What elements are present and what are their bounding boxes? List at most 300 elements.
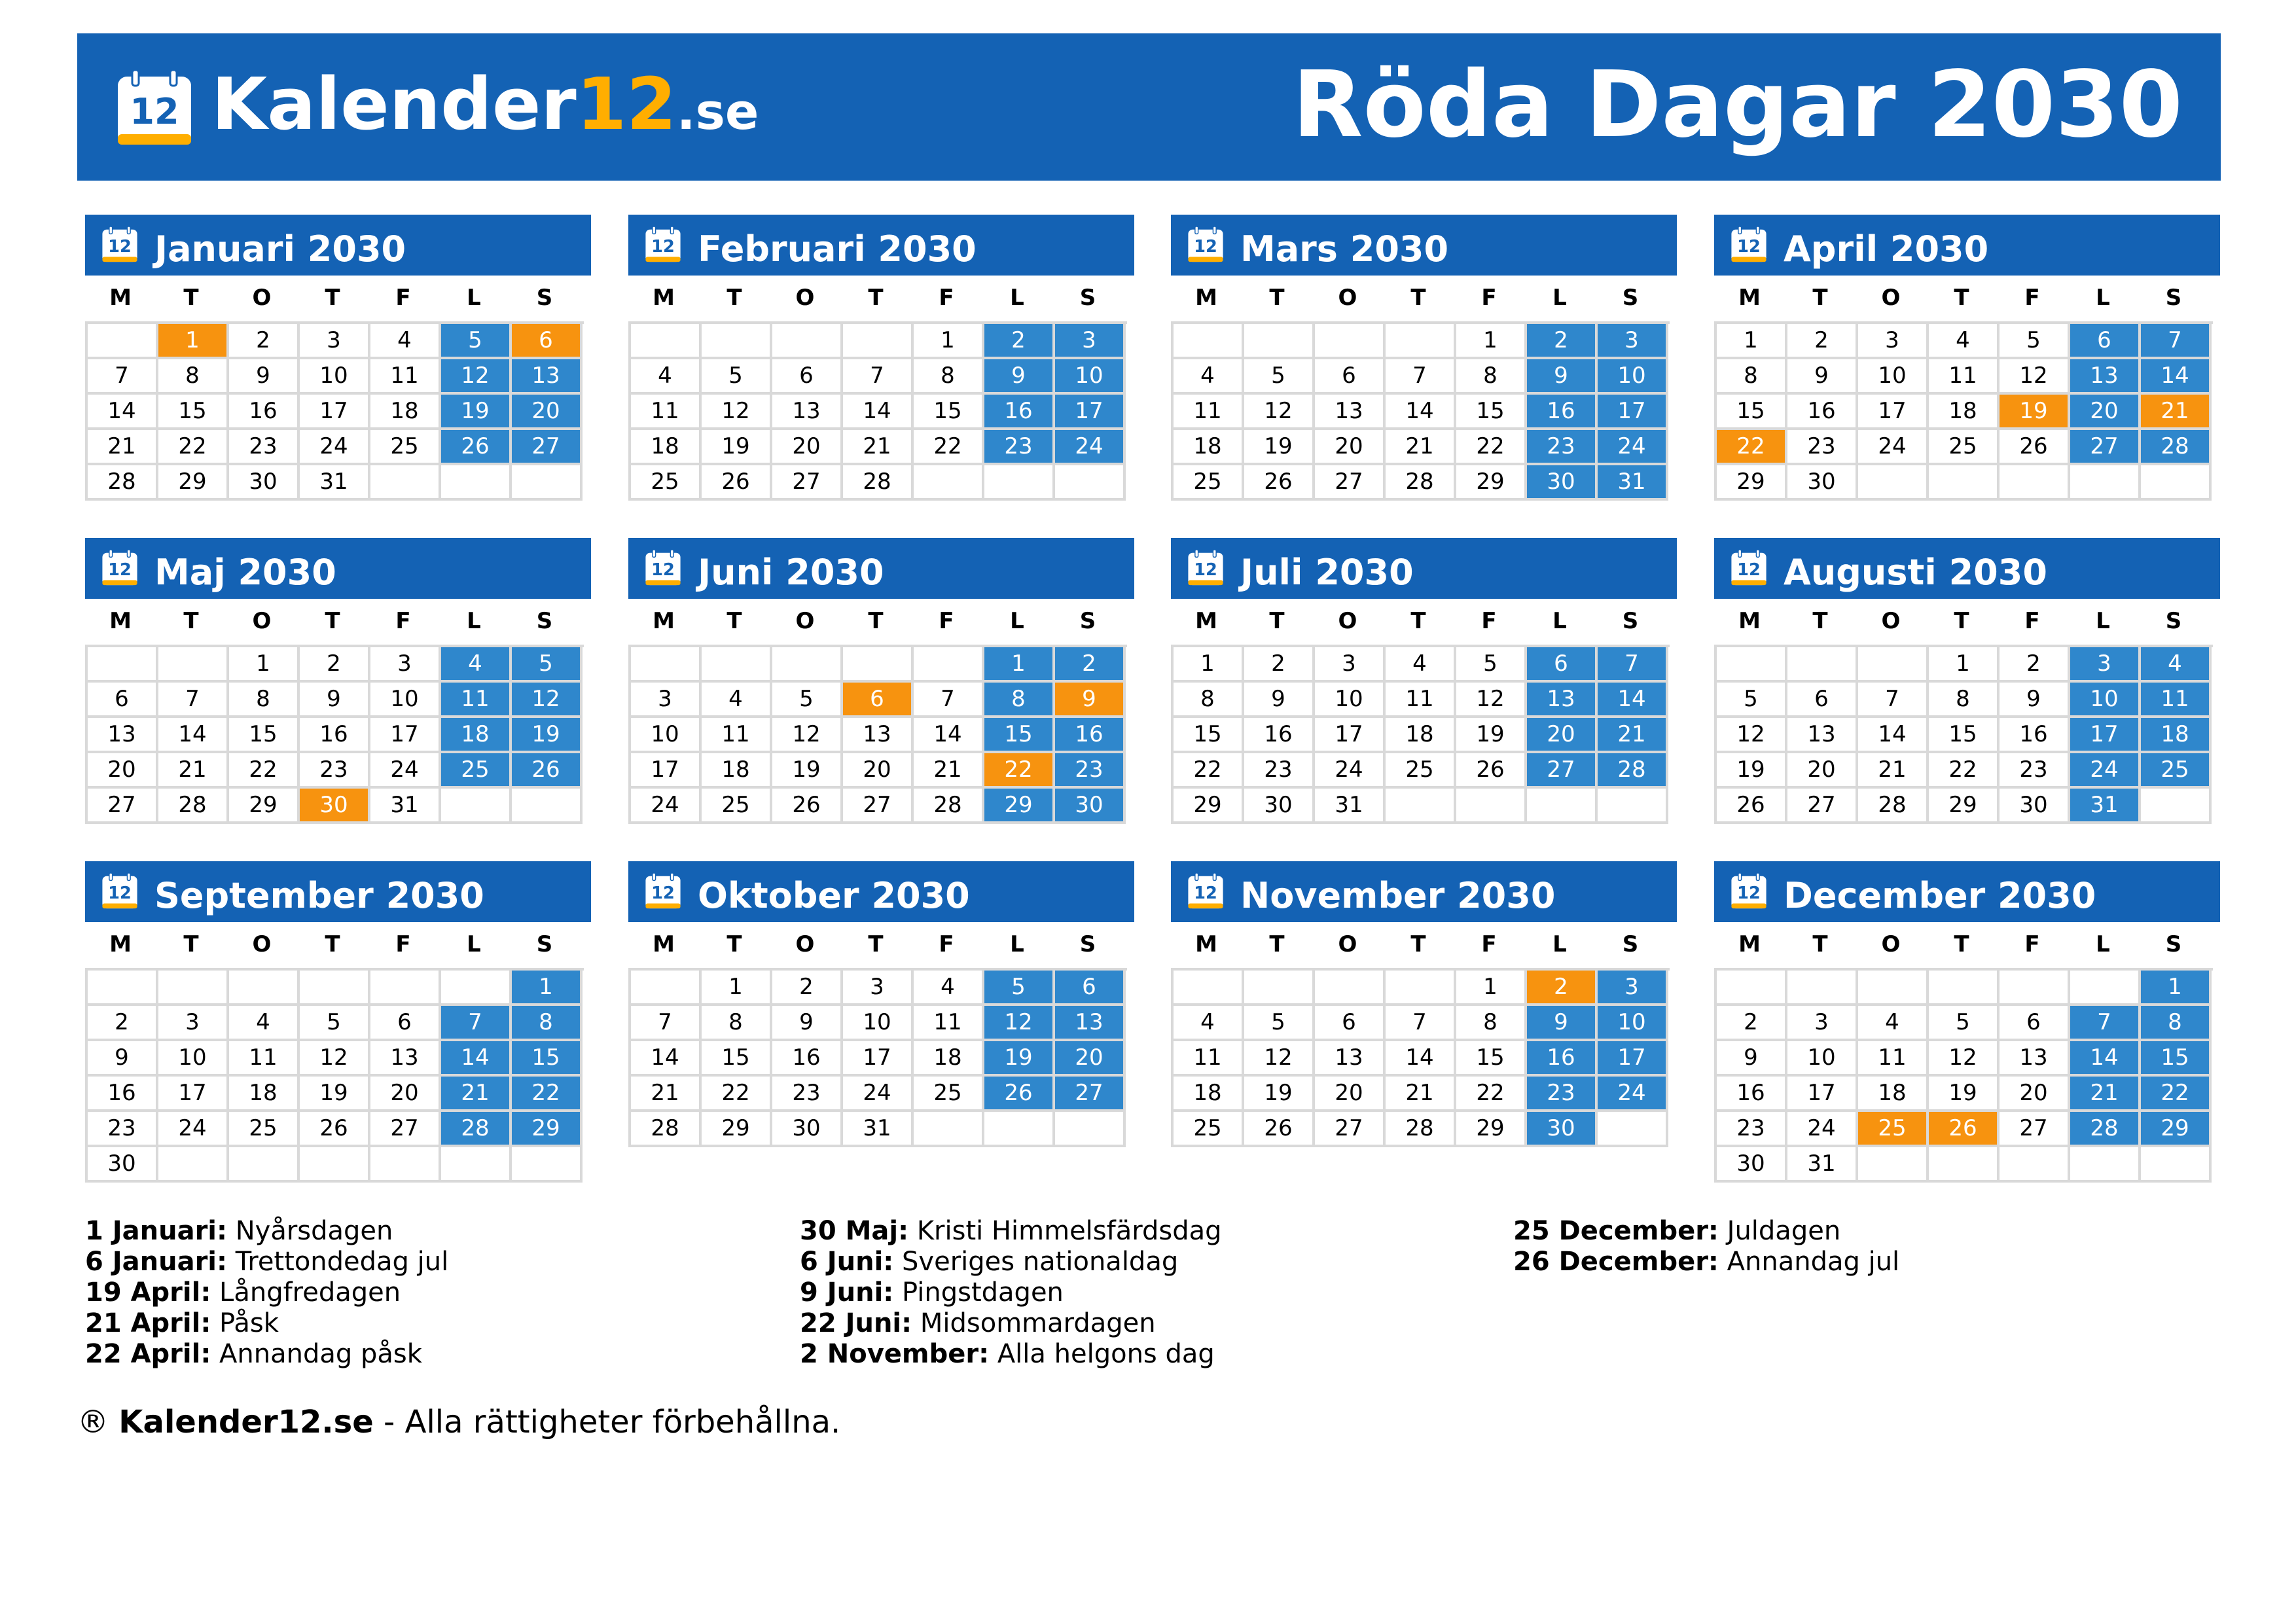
- day-cell[interactable]: 22: [914, 430, 984, 465]
- day-cell[interactable]: 20: [2070, 395, 2141, 430]
- day-cell[interactable]: 24: [2070, 753, 2141, 789]
- day-cell[interactable]: 9: [229, 359, 300, 395]
- day-cell[interactable]: 5: [1244, 359, 1315, 395]
- day-cell[interactable]: 31: [2070, 789, 2141, 824]
- day-cell[interactable]: 10: [1858, 359, 1929, 395]
- day-cell[interactable]: 9: [2000, 683, 2070, 718]
- day-cell[interactable]: 10: [300, 359, 370, 395]
- day-cell[interactable]: 27: [2000, 1112, 2070, 1147]
- day-cell[interactable]: 30: [1527, 465, 1598, 501]
- day-cell[interactable]: 8: [2141, 1006, 2212, 1041]
- day-cell[interactable]: 21: [158, 753, 229, 789]
- day-cell[interactable]: 10: [1315, 683, 1386, 718]
- day-cell[interactable]: 30: [300, 789, 370, 824]
- day-cell[interactable]: 30: [1787, 465, 1858, 501]
- day-cell[interactable]: 12: [1244, 395, 1315, 430]
- day-cell[interactable]: 28: [441, 1112, 512, 1147]
- day-cell[interactable]: 3: [1858, 324, 1929, 359]
- day-cell[interactable]: 9: [88, 1041, 158, 1077]
- day-cell[interactable]: 15: [1456, 1041, 1527, 1077]
- day-cell[interactable]: 16: [1527, 395, 1598, 430]
- day-cell[interactable]: 26: [1717, 789, 1787, 824]
- day-cell[interactable]: 19: [984, 1041, 1055, 1077]
- day-cell[interactable]: 3: [1598, 971, 1668, 1006]
- day-cell[interactable]: 5: [1244, 1006, 1315, 1041]
- day-cell[interactable]: 18: [370, 395, 441, 430]
- day-cell[interactable]: 12: [1244, 1041, 1315, 1077]
- day-cell[interactable]: 4: [229, 1006, 300, 1041]
- day-cell[interactable]: 23: [1244, 753, 1315, 789]
- day-cell[interactable]: 20: [843, 753, 914, 789]
- day-cell[interactable]: 11: [2141, 683, 2212, 718]
- day-cell[interactable]: 21: [843, 430, 914, 465]
- day-cell[interactable]: 6: [88, 683, 158, 718]
- day-cell[interactable]: 17: [1858, 395, 1929, 430]
- day-cell[interactable]: 20: [370, 1077, 441, 1112]
- day-cell[interactable]: 25: [229, 1112, 300, 1147]
- day-cell[interactable]: 1: [1717, 324, 1787, 359]
- day-cell[interactable]: 19: [1717, 753, 1787, 789]
- day-cell[interactable]: 12: [441, 359, 512, 395]
- day-cell[interactable]: 26: [512, 753, 583, 789]
- day-cell[interactable]: 10: [843, 1006, 914, 1041]
- day-cell[interactable]: 19: [441, 395, 512, 430]
- day-cell[interactable]: 14: [88, 395, 158, 430]
- day-cell[interactable]: 7: [1386, 1006, 1456, 1041]
- day-cell[interactable]: 3: [631, 683, 702, 718]
- day-cell[interactable]: 2: [1787, 324, 1858, 359]
- day-cell[interactable]: 10: [631, 718, 702, 753]
- day-cell[interactable]: 7: [158, 683, 229, 718]
- day-cell[interactable]: 8: [158, 359, 229, 395]
- day-cell[interactable]: 18: [2141, 718, 2212, 753]
- day-cell[interactable]: 14: [914, 718, 984, 753]
- day-cell[interactable]: 25: [1858, 1112, 1929, 1147]
- day-cell[interactable]: 30: [1527, 1112, 1598, 1147]
- day-cell[interactable]: 13: [2000, 1041, 2070, 1077]
- day-cell[interactable]: 1: [914, 324, 984, 359]
- day-cell[interactable]: 27: [1527, 753, 1598, 789]
- day-cell[interactable]: 18: [1929, 395, 2000, 430]
- day-cell[interactable]: 21: [441, 1077, 512, 1112]
- day-cell[interactable]: 6: [843, 683, 914, 718]
- day-cell[interactable]: 29: [2141, 1112, 2212, 1147]
- day-cell[interactable]: 23: [88, 1112, 158, 1147]
- day-cell[interactable]: 24: [1055, 430, 1126, 465]
- day-cell[interactable]: 7: [441, 1006, 512, 1041]
- day-cell[interactable]: 11: [441, 683, 512, 718]
- day-cell[interactable]: 10: [1598, 359, 1668, 395]
- day-cell[interactable]: 25: [1386, 753, 1456, 789]
- day-cell[interactable]: 14: [158, 718, 229, 753]
- day-cell[interactable]: 13: [512, 359, 583, 395]
- day-cell[interactable]: 31: [300, 465, 370, 501]
- day-cell[interactable]: 12: [300, 1041, 370, 1077]
- day-cell[interactable]: 23: [984, 430, 1055, 465]
- day-cell[interactable]: 22: [1929, 753, 2000, 789]
- day-cell[interactable]: 12: [2000, 359, 2070, 395]
- day-cell[interactable]: 22: [1174, 753, 1244, 789]
- day-cell[interactable]: 4: [914, 971, 984, 1006]
- day-cell[interactable]: 26: [300, 1112, 370, 1147]
- day-cell[interactable]: 3: [158, 1006, 229, 1041]
- day-cell[interactable]: 2: [1244, 647, 1315, 683]
- day-cell[interactable]: 8: [229, 683, 300, 718]
- day-cell[interactable]: 11: [229, 1041, 300, 1077]
- day-cell[interactable]: 5: [300, 1006, 370, 1041]
- day-cell[interactable]: 1: [1929, 647, 2000, 683]
- day-cell[interactable]: 5: [2000, 324, 2070, 359]
- day-cell[interactable]: 13: [772, 395, 843, 430]
- day-cell[interactable]: 14: [631, 1041, 702, 1077]
- day-cell[interactable]: 17: [1055, 395, 1126, 430]
- day-cell[interactable]: 16: [1055, 718, 1126, 753]
- day-cell[interactable]: 24: [1598, 1077, 1668, 1112]
- day-cell[interactable]: 6: [1315, 1006, 1386, 1041]
- day-cell[interactable]: 15: [1717, 395, 1787, 430]
- day-cell[interactable]: 11: [1174, 1041, 1244, 1077]
- day-cell[interactable]: 19: [1929, 1077, 2000, 1112]
- day-cell[interactable]: 9: [772, 1006, 843, 1041]
- day-cell[interactable]: 28: [631, 1112, 702, 1147]
- day-cell[interactable]: 17: [1315, 718, 1386, 753]
- day-cell[interactable]: 5: [984, 971, 1055, 1006]
- day-cell[interactable]: 13: [370, 1041, 441, 1077]
- day-cell[interactable]: 22: [229, 753, 300, 789]
- day-cell[interactable]: 9: [1717, 1041, 1787, 1077]
- day-cell[interactable]: 18: [441, 718, 512, 753]
- day-cell[interactable]: 3: [1055, 324, 1126, 359]
- day-cell[interactable]: 25: [441, 753, 512, 789]
- day-cell[interactable]: 13: [1055, 1006, 1126, 1041]
- day-cell[interactable]: 5: [772, 683, 843, 718]
- day-cell[interactable]: 13: [843, 718, 914, 753]
- day-cell[interactable]: 23: [1787, 430, 1858, 465]
- day-cell[interactable]: 5: [1929, 1006, 2000, 1041]
- day-cell[interactable]: 28: [914, 789, 984, 824]
- day-cell[interactable]: 3: [1598, 324, 1668, 359]
- day-cell[interactable]: 9: [1244, 683, 1315, 718]
- day-cell[interactable]: 6: [2000, 1006, 2070, 1041]
- day-cell[interactable]: 26: [1244, 465, 1315, 501]
- day-cell[interactable]: 15: [2141, 1041, 2212, 1077]
- day-cell[interactable]: 31: [1787, 1147, 1858, 1183]
- day-cell[interactable]: 10: [2070, 683, 2141, 718]
- day-cell[interactable]: 2: [88, 1006, 158, 1041]
- day-cell[interactable]: 9: [1527, 1006, 1598, 1041]
- day-cell[interactable]: 31: [843, 1112, 914, 1147]
- day-cell[interactable]: 15: [229, 718, 300, 753]
- day-cell[interactable]: 13: [2070, 359, 2141, 395]
- day-cell[interactable]: 16: [1787, 395, 1858, 430]
- day-cell[interactable]: 29: [984, 789, 1055, 824]
- day-cell[interactable]: 27: [88, 789, 158, 824]
- day-cell[interactable]: 8: [1174, 683, 1244, 718]
- day-cell[interactable]: 1: [158, 324, 229, 359]
- day-cell[interactable]: 15: [512, 1041, 583, 1077]
- day-cell[interactable]: 18: [229, 1077, 300, 1112]
- day-cell[interactable]: 23: [1055, 753, 1126, 789]
- day-cell[interactable]: 13: [88, 718, 158, 753]
- day-cell[interactable]: 8: [1929, 683, 2000, 718]
- day-cell[interactable]: 27: [772, 465, 843, 501]
- day-cell[interactable]: 27: [1055, 1077, 1126, 1112]
- day-cell[interactable]: 25: [370, 430, 441, 465]
- day-cell[interactable]: 4: [1858, 1006, 1929, 1041]
- day-cell[interactable]: 16: [88, 1077, 158, 1112]
- day-cell[interactable]: 25: [2141, 753, 2212, 789]
- day-cell[interactable]: 9: [1787, 359, 1858, 395]
- day-cell[interactable]: 15: [702, 1041, 772, 1077]
- day-cell[interactable]: 20: [772, 430, 843, 465]
- day-cell[interactable]: 12: [1456, 683, 1527, 718]
- day-cell[interactable]: 7: [1386, 359, 1456, 395]
- day-cell[interactable]: 8: [702, 1006, 772, 1041]
- day-cell[interactable]: 4: [2141, 647, 2212, 683]
- day-cell[interactable]: 28: [1598, 753, 1668, 789]
- day-cell[interactable]: 8: [1456, 359, 1527, 395]
- day-cell[interactable]: 18: [1386, 718, 1456, 753]
- day-cell[interactable]: 5: [702, 359, 772, 395]
- day-cell[interactable]: 15: [1929, 718, 2000, 753]
- day-cell[interactable]: 24: [1787, 1112, 1858, 1147]
- day-cell[interactable]: 18: [1858, 1077, 1929, 1112]
- day-cell[interactable]: 21: [1598, 718, 1668, 753]
- day-cell[interactable]: 15: [984, 718, 1055, 753]
- day-cell[interactable]: 7: [1598, 647, 1668, 683]
- day-cell[interactable]: 4: [441, 647, 512, 683]
- day-cell[interactable]: 12: [1929, 1041, 2000, 1077]
- day-cell[interactable]: 25: [631, 465, 702, 501]
- day-cell[interactable]: 30: [229, 465, 300, 501]
- day-cell[interactable]: 5: [441, 324, 512, 359]
- day-cell[interactable]: 17: [2070, 718, 2141, 753]
- day-cell[interactable]: 28: [1858, 789, 1929, 824]
- day-cell[interactable]: 29: [158, 465, 229, 501]
- day-cell[interactable]: 11: [370, 359, 441, 395]
- day-cell[interactable]: 18: [631, 430, 702, 465]
- day-cell[interactable]: 27: [370, 1112, 441, 1147]
- day-cell[interactable]: 2: [229, 324, 300, 359]
- day-cell[interactable]: 2: [2000, 647, 2070, 683]
- day-cell[interactable]: 20: [88, 753, 158, 789]
- footer-brand[interactable]: Kalender12.se: [118, 1404, 374, 1440]
- day-cell[interactable]: 14: [1386, 395, 1456, 430]
- day-cell[interactable]: 9: [300, 683, 370, 718]
- day-cell[interactable]: 21: [1386, 430, 1456, 465]
- day-cell[interactable]: 28: [88, 465, 158, 501]
- day-cell[interactable]: 27: [2070, 430, 2141, 465]
- day-cell[interactable]: 29: [1456, 465, 1527, 501]
- day-cell[interactable]: 28: [843, 465, 914, 501]
- day-cell[interactable]: 1: [1456, 971, 1527, 1006]
- day-cell[interactable]: 22: [984, 753, 1055, 789]
- day-cell[interactable]: 3: [1787, 1006, 1858, 1041]
- day-cell[interactable]: 24: [300, 430, 370, 465]
- day-cell[interactable]: 24: [158, 1112, 229, 1147]
- day-cell[interactable]: 14: [1386, 1041, 1456, 1077]
- day-cell[interactable]: 29: [702, 1112, 772, 1147]
- day-cell[interactable]: 22: [2141, 1077, 2212, 1112]
- day-cell[interactable]: 30: [772, 1112, 843, 1147]
- day-cell[interactable]: 16: [1244, 718, 1315, 753]
- day-cell[interactable]: 13: [1787, 718, 1858, 753]
- day-cell[interactable]: 3: [843, 971, 914, 1006]
- day-cell[interactable]: 19: [1244, 1077, 1315, 1112]
- day-cell[interactable]: 22: [1456, 1077, 1527, 1112]
- day-cell[interactable]: 12: [1717, 718, 1787, 753]
- day-cell[interactable]: 3: [300, 324, 370, 359]
- day-cell[interactable]: 4: [1174, 359, 1244, 395]
- day-cell[interactable]: 4: [1386, 647, 1456, 683]
- day-cell[interactable]: 1: [512, 971, 583, 1006]
- day-cell[interactable]: 31: [1598, 465, 1668, 501]
- day-cell[interactable]: 7: [2141, 324, 2212, 359]
- day-cell[interactable]: 26: [772, 789, 843, 824]
- day-cell[interactable]: 12: [702, 395, 772, 430]
- day-cell[interactable]: 21: [631, 1077, 702, 1112]
- day-cell[interactable]: 26: [984, 1077, 1055, 1112]
- day-cell[interactable]: 28: [1386, 465, 1456, 501]
- day-cell[interactable]: 16: [1717, 1077, 1787, 1112]
- day-cell[interactable]: 27: [512, 430, 583, 465]
- day-cell[interactable]: 23: [772, 1077, 843, 1112]
- day-cell[interactable]: 7: [843, 359, 914, 395]
- day-cell[interactable]: 7: [1858, 683, 1929, 718]
- day-cell[interactable]: 29: [1456, 1112, 1527, 1147]
- day-cell[interactable]: 19: [2000, 395, 2070, 430]
- day-cell[interactable]: 5: [1456, 647, 1527, 683]
- day-cell[interactable]: 28: [158, 789, 229, 824]
- day-cell[interactable]: 22: [702, 1077, 772, 1112]
- day-cell[interactable]: 25: [702, 789, 772, 824]
- day-cell[interactable]: 26: [2000, 430, 2070, 465]
- day-cell[interactable]: 14: [1598, 683, 1668, 718]
- day-cell[interactable]: 25: [1174, 1112, 1244, 1147]
- day-cell[interactable]: 29: [1929, 789, 2000, 824]
- day-cell[interactable]: 21: [1858, 753, 1929, 789]
- day-cell[interactable]: 23: [300, 753, 370, 789]
- day-cell[interactable]: 24: [1315, 753, 1386, 789]
- day-cell[interactable]: 1: [702, 971, 772, 1006]
- day-cell[interactable]: 27: [1315, 465, 1386, 501]
- day-cell[interactable]: 5: [512, 647, 583, 683]
- day-cell[interactable]: 27: [1315, 1112, 1386, 1147]
- day-cell[interactable]: 23: [1527, 430, 1598, 465]
- day-cell[interactable]: 11: [702, 718, 772, 753]
- day-cell[interactable]: 8: [1456, 1006, 1527, 1041]
- day-cell[interactable]: 17: [1598, 1041, 1668, 1077]
- day-cell[interactable]: 7: [88, 359, 158, 395]
- day-cell[interactable]: 10: [1055, 359, 1126, 395]
- day-cell[interactable]: 11: [1929, 359, 2000, 395]
- day-cell[interactable]: 4: [370, 324, 441, 359]
- day-cell[interactable]: 18: [1174, 430, 1244, 465]
- day-cell[interactable]: 29: [512, 1112, 583, 1147]
- day-cell[interactable]: 7: [631, 1006, 702, 1041]
- day-cell[interactable]: 3: [370, 647, 441, 683]
- day-cell[interactable]: 17: [1787, 1077, 1858, 1112]
- day-cell[interactable]: 29: [1717, 465, 1787, 501]
- day-cell[interactable]: 11: [1386, 683, 1456, 718]
- day-cell[interactable]: 31: [1315, 789, 1386, 824]
- day-cell[interactable]: 2: [984, 324, 1055, 359]
- day-cell[interactable]: 21: [2070, 1077, 2141, 1112]
- day-cell[interactable]: 21: [2141, 395, 2212, 430]
- day-cell[interactable]: 28: [2070, 1112, 2141, 1147]
- day-cell[interactable]: 26: [1456, 753, 1527, 789]
- day-cell[interactable]: 25: [1174, 465, 1244, 501]
- day-cell[interactable]: 10: [158, 1041, 229, 1077]
- day-cell[interactable]: 12: [512, 683, 583, 718]
- day-cell[interactable]: 17: [370, 718, 441, 753]
- day-cell[interactable]: 31: [370, 789, 441, 824]
- day-cell[interactable]: 21: [1386, 1077, 1456, 1112]
- day-cell[interactable]: 1: [229, 647, 300, 683]
- day-cell[interactable]: 1: [984, 647, 1055, 683]
- day-cell[interactable]: 6: [370, 1006, 441, 1041]
- day-cell[interactable]: 14: [843, 395, 914, 430]
- day-cell[interactable]: 1: [1456, 324, 1527, 359]
- day-cell[interactable]: 6: [2070, 324, 2141, 359]
- day-cell[interactable]: 16: [984, 395, 1055, 430]
- day-cell[interactable]: 9: [1055, 683, 1126, 718]
- day-cell[interactable]: 5: [1717, 683, 1787, 718]
- day-cell[interactable]: 4: [1929, 324, 2000, 359]
- day-cell[interactable]: 26: [702, 465, 772, 501]
- day-cell[interactable]: 1: [2141, 971, 2212, 1006]
- day-cell[interactable]: 22: [158, 430, 229, 465]
- day-cell[interactable]: 15: [914, 395, 984, 430]
- day-cell[interactable]: 28: [1386, 1112, 1456, 1147]
- day-cell[interactable]: 16: [2000, 718, 2070, 753]
- day-cell[interactable]: 30: [88, 1147, 158, 1183]
- day-cell[interactable]: 30: [2000, 789, 2070, 824]
- day-cell[interactable]: 12: [984, 1006, 1055, 1041]
- day-cell[interactable]: 23: [1527, 1077, 1598, 1112]
- day-cell[interactable]: 21: [88, 430, 158, 465]
- day-cell[interactable]: 24: [1858, 430, 1929, 465]
- day-cell[interactable]: 22: [512, 1077, 583, 1112]
- day-cell[interactable]: 4: [702, 683, 772, 718]
- day-cell[interactable]: 19: [702, 430, 772, 465]
- day-cell[interactable]: 19: [1244, 430, 1315, 465]
- day-cell[interactable]: 14: [441, 1041, 512, 1077]
- day-cell[interactable]: 24: [370, 753, 441, 789]
- day-cell[interactable]: 10: [1598, 1006, 1668, 1041]
- day-cell[interactable]: 13: [1527, 683, 1598, 718]
- day-cell[interactable]: 6: [512, 324, 583, 359]
- day-cell[interactable]: 20: [512, 395, 583, 430]
- day-cell[interactable]: 2: [1527, 971, 1598, 1006]
- day-cell[interactable]: 14: [1858, 718, 1929, 753]
- day-cell[interactable]: 20: [1787, 753, 1858, 789]
- day-cell[interactable]: 2: [1055, 647, 1126, 683]
- day-cell[interactable]: 19: [300, 1077, 370, 1112]
- day-cell[interactable]: 29: [229, 789, 300, 824]
- day-cell[interactable]: 2: [772, 971, 843, 1006]
- day-cell[interactable]: 16: [229, 395, 300, 430]
- day-cell[interactable]: 17: [843, 1041, 914, 1077]
- day-cell[interactable]: 12: [772, 718, 843, 753]
- day-cell[interactable]: 20: [2000, 1077, 2070, 1112]
- day-cell[interactable]: 24: [843, 1077, 914, 1112]
- day-cell[interactable]: 24: [631, 789, 702, 824]
- day-cell[interactable]: 26: [1929, 1112, 2000, 1147]
- day-cell[interactable]: 23: [2000, 753, 2070, 789]
- day-cell[interactable]: 17: [300, 395, 370, 430]
- day-cell[interactable]: 16: [772, 1041, 843, 1077]
